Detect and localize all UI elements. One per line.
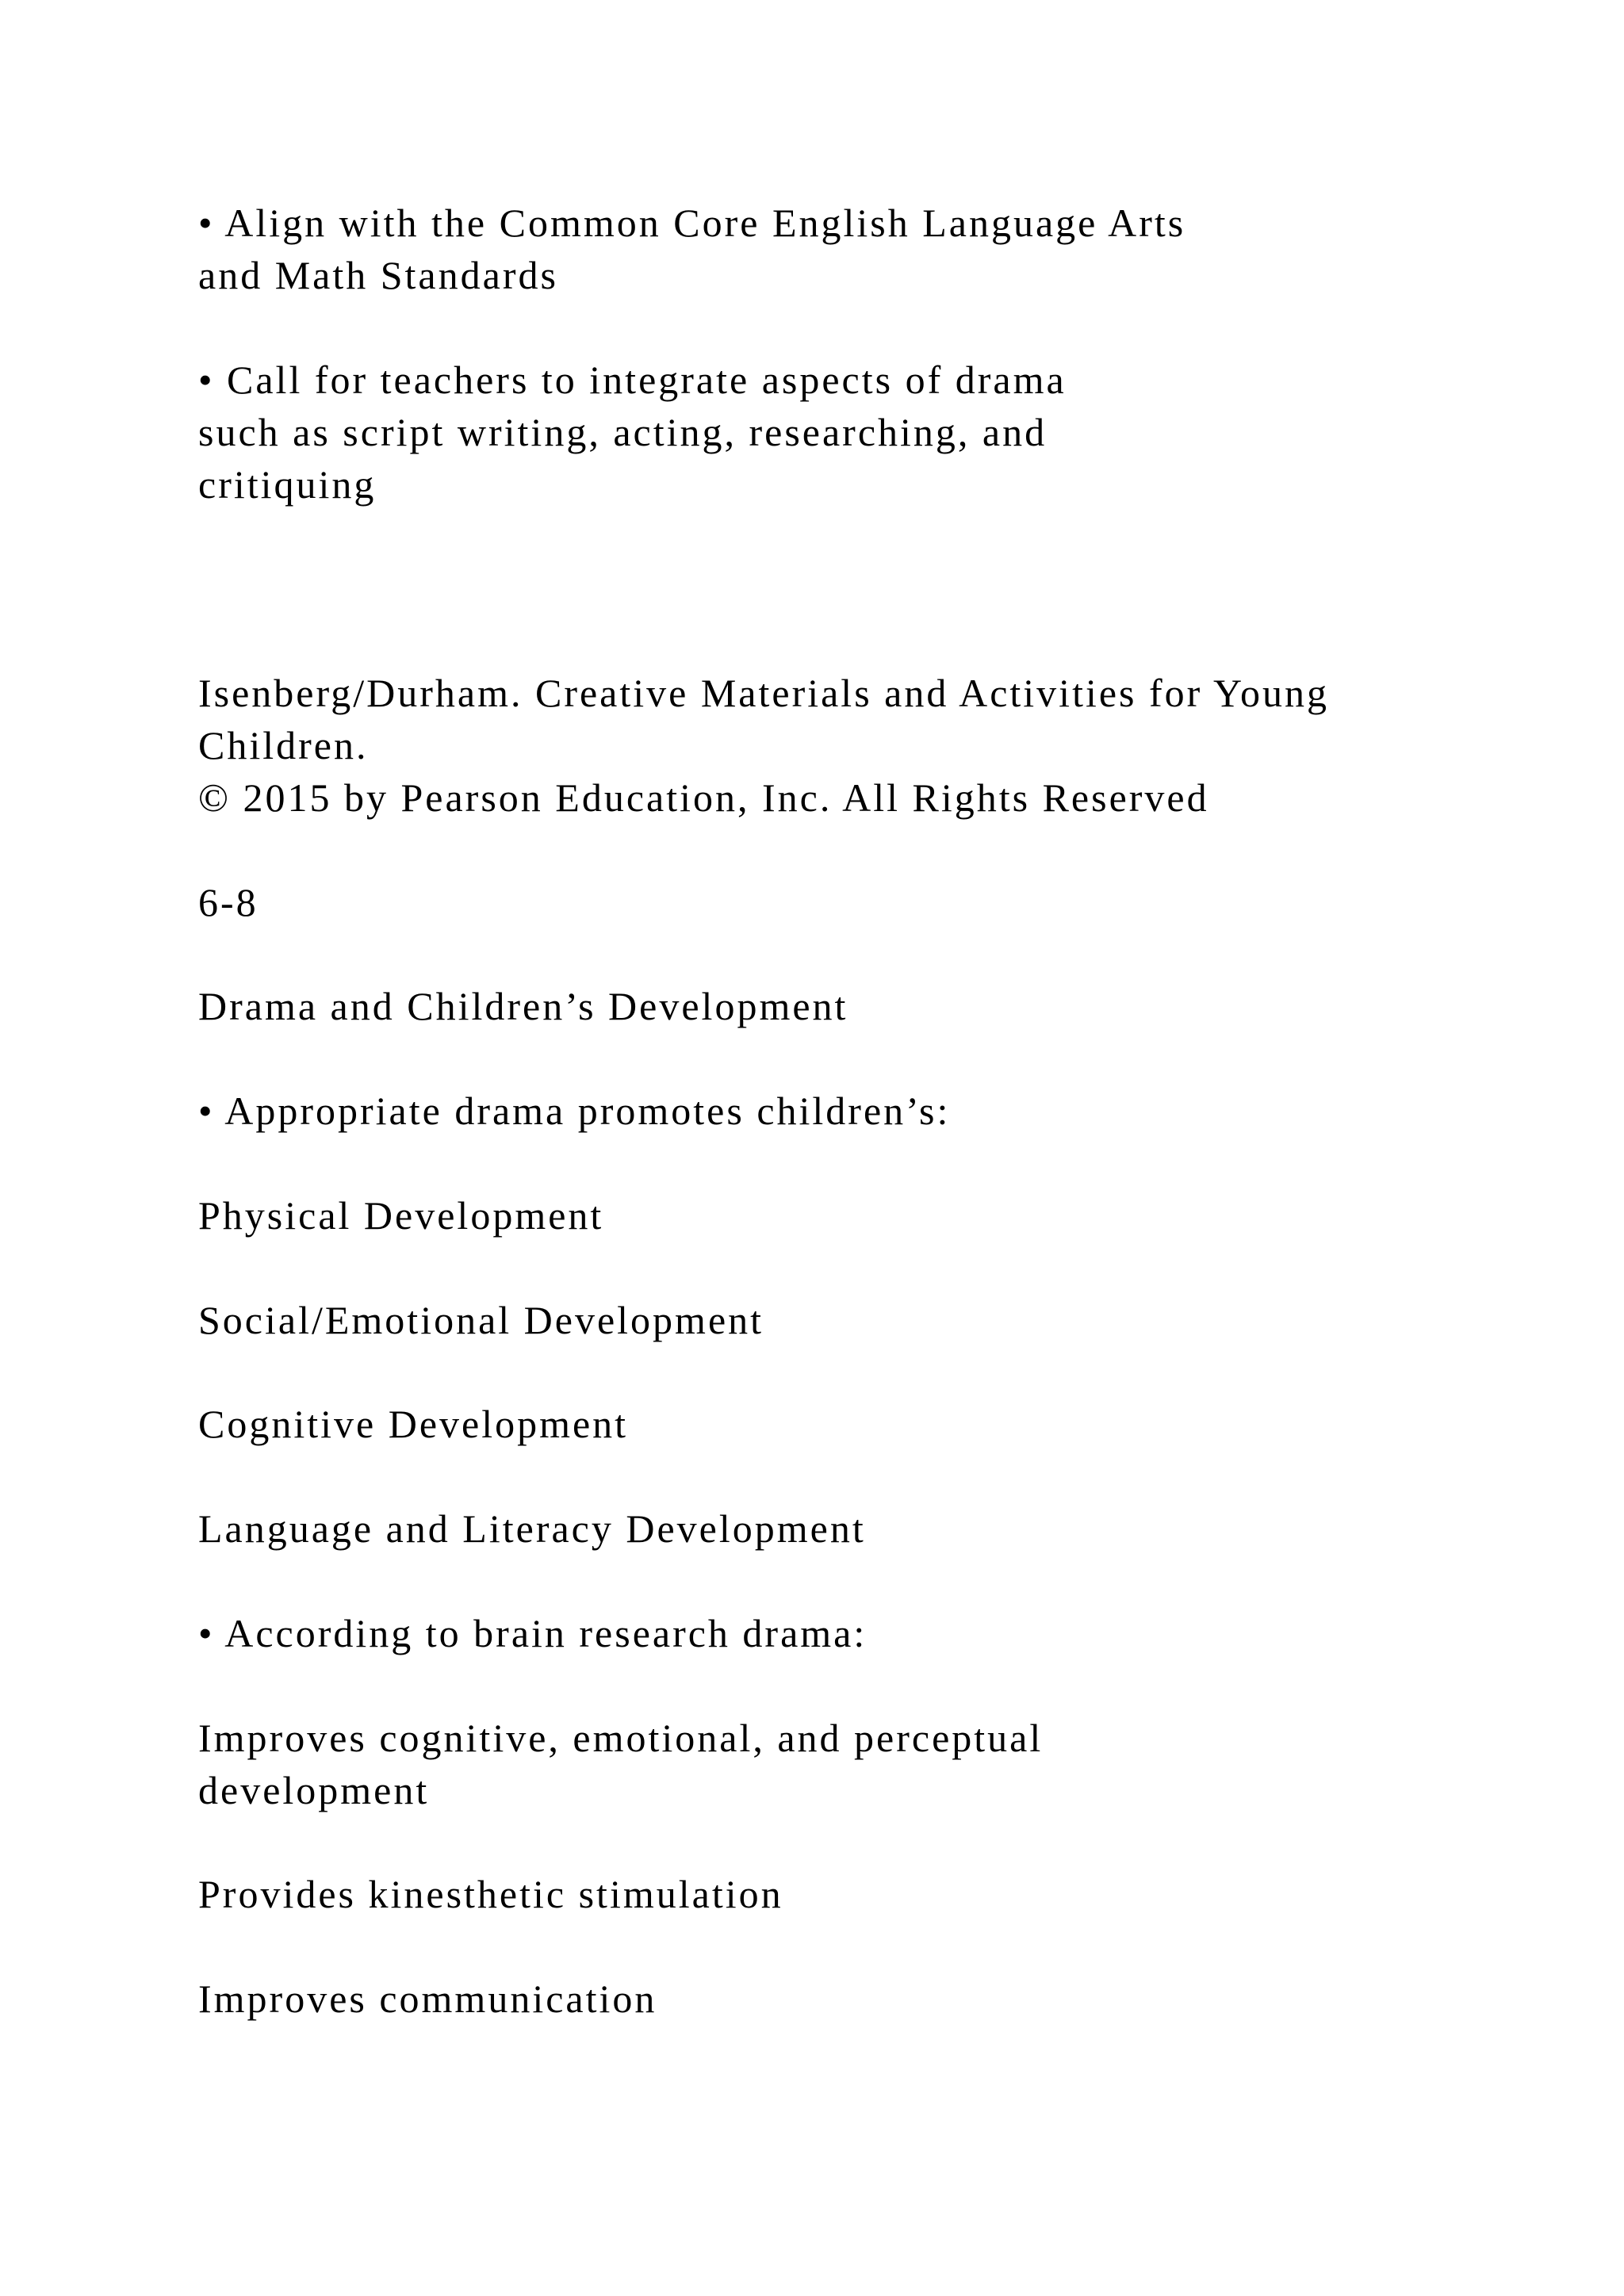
citation-title-cont: Children. <box>198 723 369 767</box>
sub-item-language-literacy: Language and Literacy Development <box>198 1506 866 1551</box>
sub-item-improves-cognitive: Improves cognitive, emotional, and perceptual <box>198 1716 1044 1760</box>
bullet-drama-promotes: • Appropriate drama promotes children’s: <box>198 1089 951 1133</box>
bullet-align-standards: • Align with the Common Core English Language Arts <box>198 201 1186 245</box>
bullet-align-standards-cont: and Math Standards <box>198 253 558 297</box>
bullet-integrate-drama-end: critiquing <box>198 462 377 507</box>
sub-item-improves-cognitive-cont: development <box>198 1768 430 1812</box>
bullet-integrate-drama: • Call for teachers to integrate aspects of drama <box>198 358 1067 402</box>
sub-item-communication: Improves communication <box>198 1976 657 2021</box>
slide-number: 6-8 <box>198 880 259 924</box>
sub-item-physical: Physical Development <box>198 1193 604 1238</box>
sub-item-social-emotional: Social/Emotional Development <box>198 1298 764 1342</box>
sub-item-kinesthetic: Provides kinesthetic stimulation <box>198 1872 783 1916</box>
copyright-notice: © 2015 by Pearson Education, Inc. All Rights Reserved <box>198 775 1209 820</box>
citation-authors-title: Isenberg/Durham. Creative Materials and Activities for Young <box>198 671 1330 715</box>
bullet-integrate-drama-cont: such as script writing, acting, researching, and <box>198 410 1048 454</box>
section-heading: Drama and Children’s Development <box>198 984 848 1028</box>
bullet-brain-research: • According to brain research drama: <box>198 1611 868 1655</box>
sub-item-cognitive: Cognitive Development <box>198 1402 629 1446</box>
